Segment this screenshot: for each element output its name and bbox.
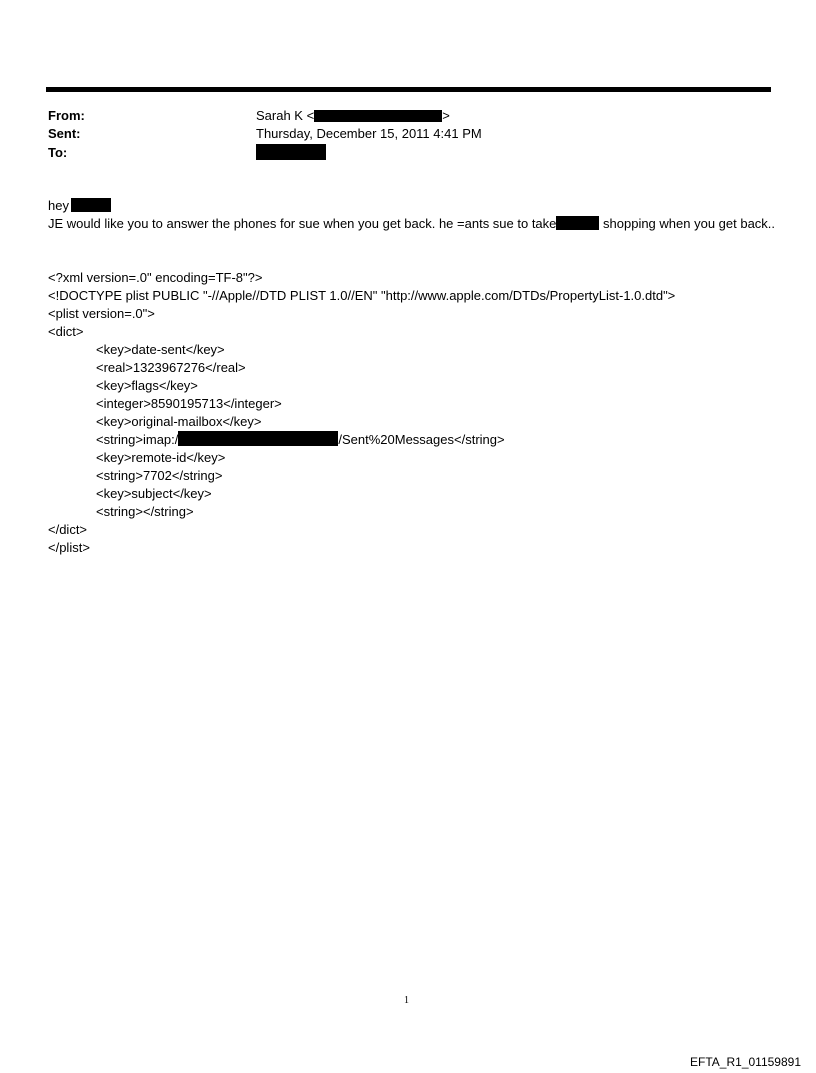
from-label: From:	[48, 108, 85, 123]
sent-value: Thursday, December 15, 2011 4:41 PM	[256, 126, 482, 141]
plist-entry: <string></string>	[96, 504, 194, 519]
plist-entry: <key>flags</key>	[96, 378, 198, 393]
page-number: 1	[404, 995, 409, 1006]
plist-entry: <real>1323967276</real>	[96, 360, 246, 375]
redaction-box	[256, 144, 326, 160]
redaction-box	[314, 110, 442, 122]
plist-entry: <string>7702</string>	[96, 468, 223, 483]
plist-close: </plist>	[48, 540, 90, 555]
to-label: To:	[48, 145, 68, 160]
plist-open: <plist version=.0">	[48, 306, 155, 321]
plist-entry: <key>original-mailbox</key>	[96, 414, 262, 429]
greeting-line	[48, 197, 111, 215]
redaction-box	[71, 198, 111, 212]
header-rule	[46, 87, 771, 92]
xml-declaration: <?xml version=.0" encoding=TF-8"?>	[48, 270, 263, 285]
imap-prefix: <string>imap:/	[96, 432, 179, 447]
dict-close: </dict>	[48, 522, 88, 537]
redaction-box	[556, 216, 599, 230]
dict-open: <dict>	[48, 324, 84, 339]
from-name: Sarah K <	[256, 108, 315, 123]
redaction-box	[178, 431, 338, 446]
imap-suffix: /Sent%20Messages</string>	[338, 432, 505, 447]
plist-entry: <key>subject</key>	[96, 486, 212, 501]
from-value	[256, 107, 450, 125]
sent-label: Sent:	[48, 126, 81, 141]
to-value	[256, 144, 326, 163]
document-id: EFTA_R1_01159891	[690, 1055, 801, 1069]
plist-entry: <key>date-sent</key>	[96, 342, 225, 357]
doctype-line: <!DOCTYPE plist PUBLIC "-//Apple//DTD PLIST 1.0//EN" "http://www.apple.com/DTDs/PropertyList-1.0.dtd">	[48, 288, 676, 303]
plist-entry: <key>remote-id</key>	[96, 450, 226, 465]
greeting: hey	[48, 198, 69, 213]
from-close: >	[442, 108, 450, 123]
plist-entry: <integer>8590195713</integer>	[96, 396, 282, 411]
imap-string-line	[96, 431, 505, 449]
body-text-part1: JE would like you to answer the phones for sue when you get back. he =ants sue to take	[48, 216, 557, 231]
message-body	[48, 215, 778, 233]
body-text-part2: shopping when you get back..	[599, 216, 776, 231]
